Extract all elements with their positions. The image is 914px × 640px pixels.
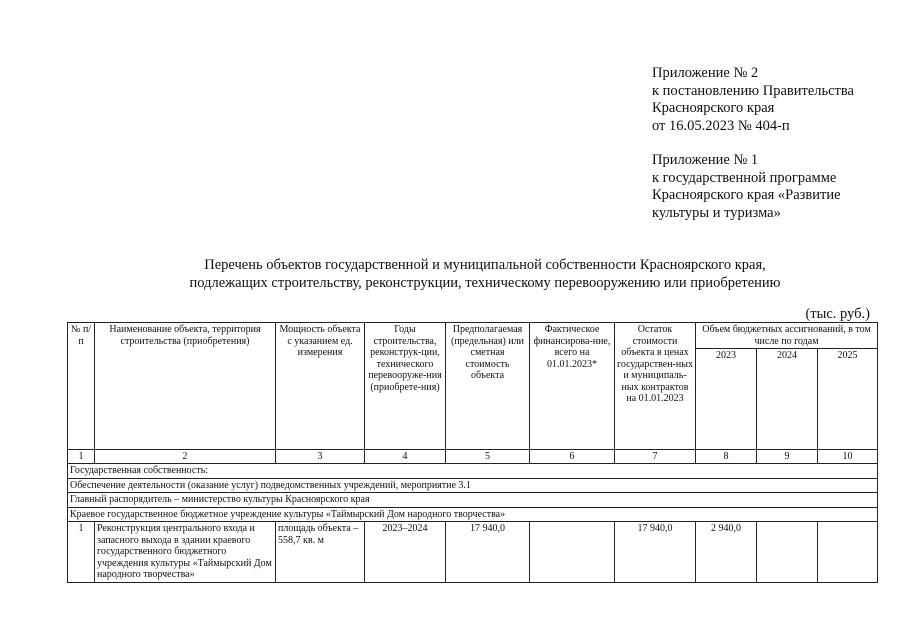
column-number: 7 <box>615 450 696 464</box>
header-name: Наименование объекта, территория строительства (приобретения) <box>95 323 276 450</box>
row-2023: 2 940,0 <box>696 522 757 583</box>
header-actual-financing: Фактическое финансирова-ние, всего на 01.01.2023* <box>530 323 615 450</box>
column-number-row <box>68 450 878 464</box>
header-2023: 2023 <box>696 349 757 450</box>
appendix-2-line: Красноярского края <box>652 100 775 116</box>
appendix-2-line: от 16.05.2023 № 404-п <box>652 117 790 134</box>
title-line-2: подлежащих строительству, реконструкции, техническому перевооружению или приобретению <box>189 275 781 291</box>
appendix-1-line: к государственной программе <box>652 169 837 186</box>
header-capacity: Мощность объекта с указанием ед. измерения <box>276 323 365 450</box>
section-row <box>68 464 878 479</box>
row-estimated-cost: 17 940,0 <box>446 522 530 583</box>
row-capacity: площадь объекта – 558,7 кв. м <box>276 522 365 583</box>
appendix-1-block <box>652 152 841 222</box>
section-row <box>68 478 878 493</box>
row-name: Реконструкция центрального входа и запасного выхода в здании краевого государственного бюджетного учреждения культуры «Таймырский Дом народного творчества» <box>95 522 276 583</box>
row-actual-financing <box>530 522 615 583</box>
column-number: 8 <box>696 450 757 464</box>
document-title <box>60 256 910 292</box>
appendix-1-line: Красноярского края «Развитие <box>652 187 841 203</box>
appendix-1-line: культуры и туризма» <box>652 204 781 221</box>
appendix-1-line: Приложение № 1 <box>652 152 759 168</box>
column-number: 10 <box>818 450 878 464</box>
row-2024 <box>757 522 818 583</box>
appendix-2-block <box>652 65 854 135</box>
units-label: (тыс. руб.) <box>805 306 870 322</box>
header-2024: 2024 <box>757 349 818 450</box>
column-number: 2 <box>95 450 276 464</box>
appendix-2-line: к постановлению Правительства <box>652 82 854 99</box>
header-remaining-cost: Остаток стоимости объекта в ценах государствен-ных и муниципаль-ных контрактов на 01.01.2023 <box>615 323 696 450</box>
section-row <box>68 507 878 522</box>
section-institution: Краевое государственное бюджетное учреждение культуры «Таймырский Дом народного творчества» <box>68 507 878 522</box>
header-years: Годы строительства, реконструк-ции, технического перевооруже-ния (приобрете-ния) <box>365 323 446 450</box>
section-row <box>68 493 878 508</box>
header-estimated-cost: Предполагаемая (предельная) или сметная стоимость объекта <box>446 323 530 450</box>
column-number: 3 <box>276 450 365 464</box>
section-state-property: Государственная собственность: <box>68 464 878 479</box>
column-number: 5 <box>446 450 530 464</box>
objects-table <box>67 322 878 583</box>
column-number: 6 <box>530 450 615 464</box>
header-2025: 2025 <box>818 349 878 450</box>
header-num: № п/п <box>68 323 95 450</box>
row-years: 2023–2024 <box>365 522 446 583</box>
column-number: 1 <box>68 450 95 464</box>
section-activity: Обеспечение деятельности (оказание услуг) подведомственных учреждений, мероприятие 3.1 <box>68 478 878 493</box>
row-2025 <box>818 522 878 583</box>
row-num: 1 <box>68 522 95 583</box>
column-number: 9 <box>757 450 818 464</box>
table-row <box>68 522 878 583</box>
header-row <box>68 323 878 349</box>
row-remaining-cost: 17 940,0 <box>615 522 696 583</box>
appendix-2-line: Приложение № 2 <box>652 65 759 81</box>
header-budget-group: Объем бюджетных ассигнований, в том числе по годам <box>696 323 878 349</box>
column-number: 4 <box>365 450 446 464</box>
section-chief-manager: Главный распорядитель – министерство культуры Красноярского края <box>68 493 878 508</box>
title-line-1: Перечень объектов государственной и муниципальной собственности Красноярского края, <box>204 257 766 273</box>
